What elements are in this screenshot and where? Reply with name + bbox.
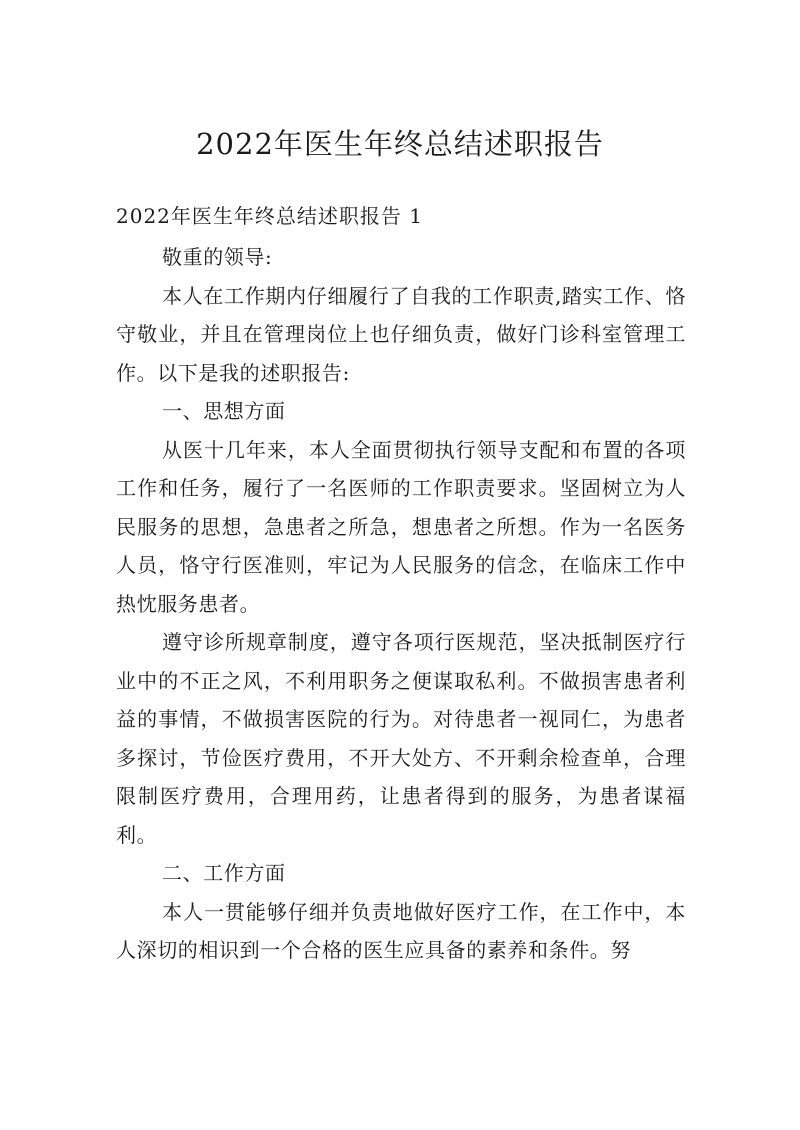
section-heading: 二、工作方面 <box>162 861 286 885</box>
body-paragraph: 遵守诊所规章制度，遵守各项行医规范，坚决抵制医疗行业中的不正之风，不利用职务之便谋取私利。不做损害患者利益的事情，不做损害医院的行为。对待患者一视同仁，为患者多探讨，节俭医疗费用，不开大处方、不开剩余检查单，合理限制医疗费用，合理用药，让患者得到的服务，为患者谋福利。 <box>116 630 686 847</box>
document-body <box>116 238 686 970</box>
document-title: 2022年医生年终总结述职报告 <box>196 127 604 161</box>
body-paragraph: 本人在工作期内仔细履行了自我的工作职责,踏实工作、恪守敬业，并且在管理岗位上也仔细负责，做好门诊科室管理工作。以下是我的述职报告: <box>116 283 686 385</box>
body-paragraph: 本人一贯能够仔细并负责地做好医疗工作，在工作中，本人深切的相识到一个合格的医生应具备的素养和条件。努 <box>116 899 686 962</box>
body-paragraph: 从医十几年来，本人全面贯彻执行领导支配和布置的各项工作和任务，履行了一名医师的工作职责要求。坚固树立为人民服务的思想，急患者之所急，想患者之所想。作为一名医务人员，恪守行医准则，牢记为人民服务的信念，在临床工作中热忱服务患者。 <box>116 437 686 616</box>
document-subtitle: 2022年医生年终总结述职报告 1 <box>116 204 423 228</box>
salutation: 敬重的领导: <box>162 245 273 269</box>
section-heading: 一、思想方面 <box>162 399 286 423</box>
